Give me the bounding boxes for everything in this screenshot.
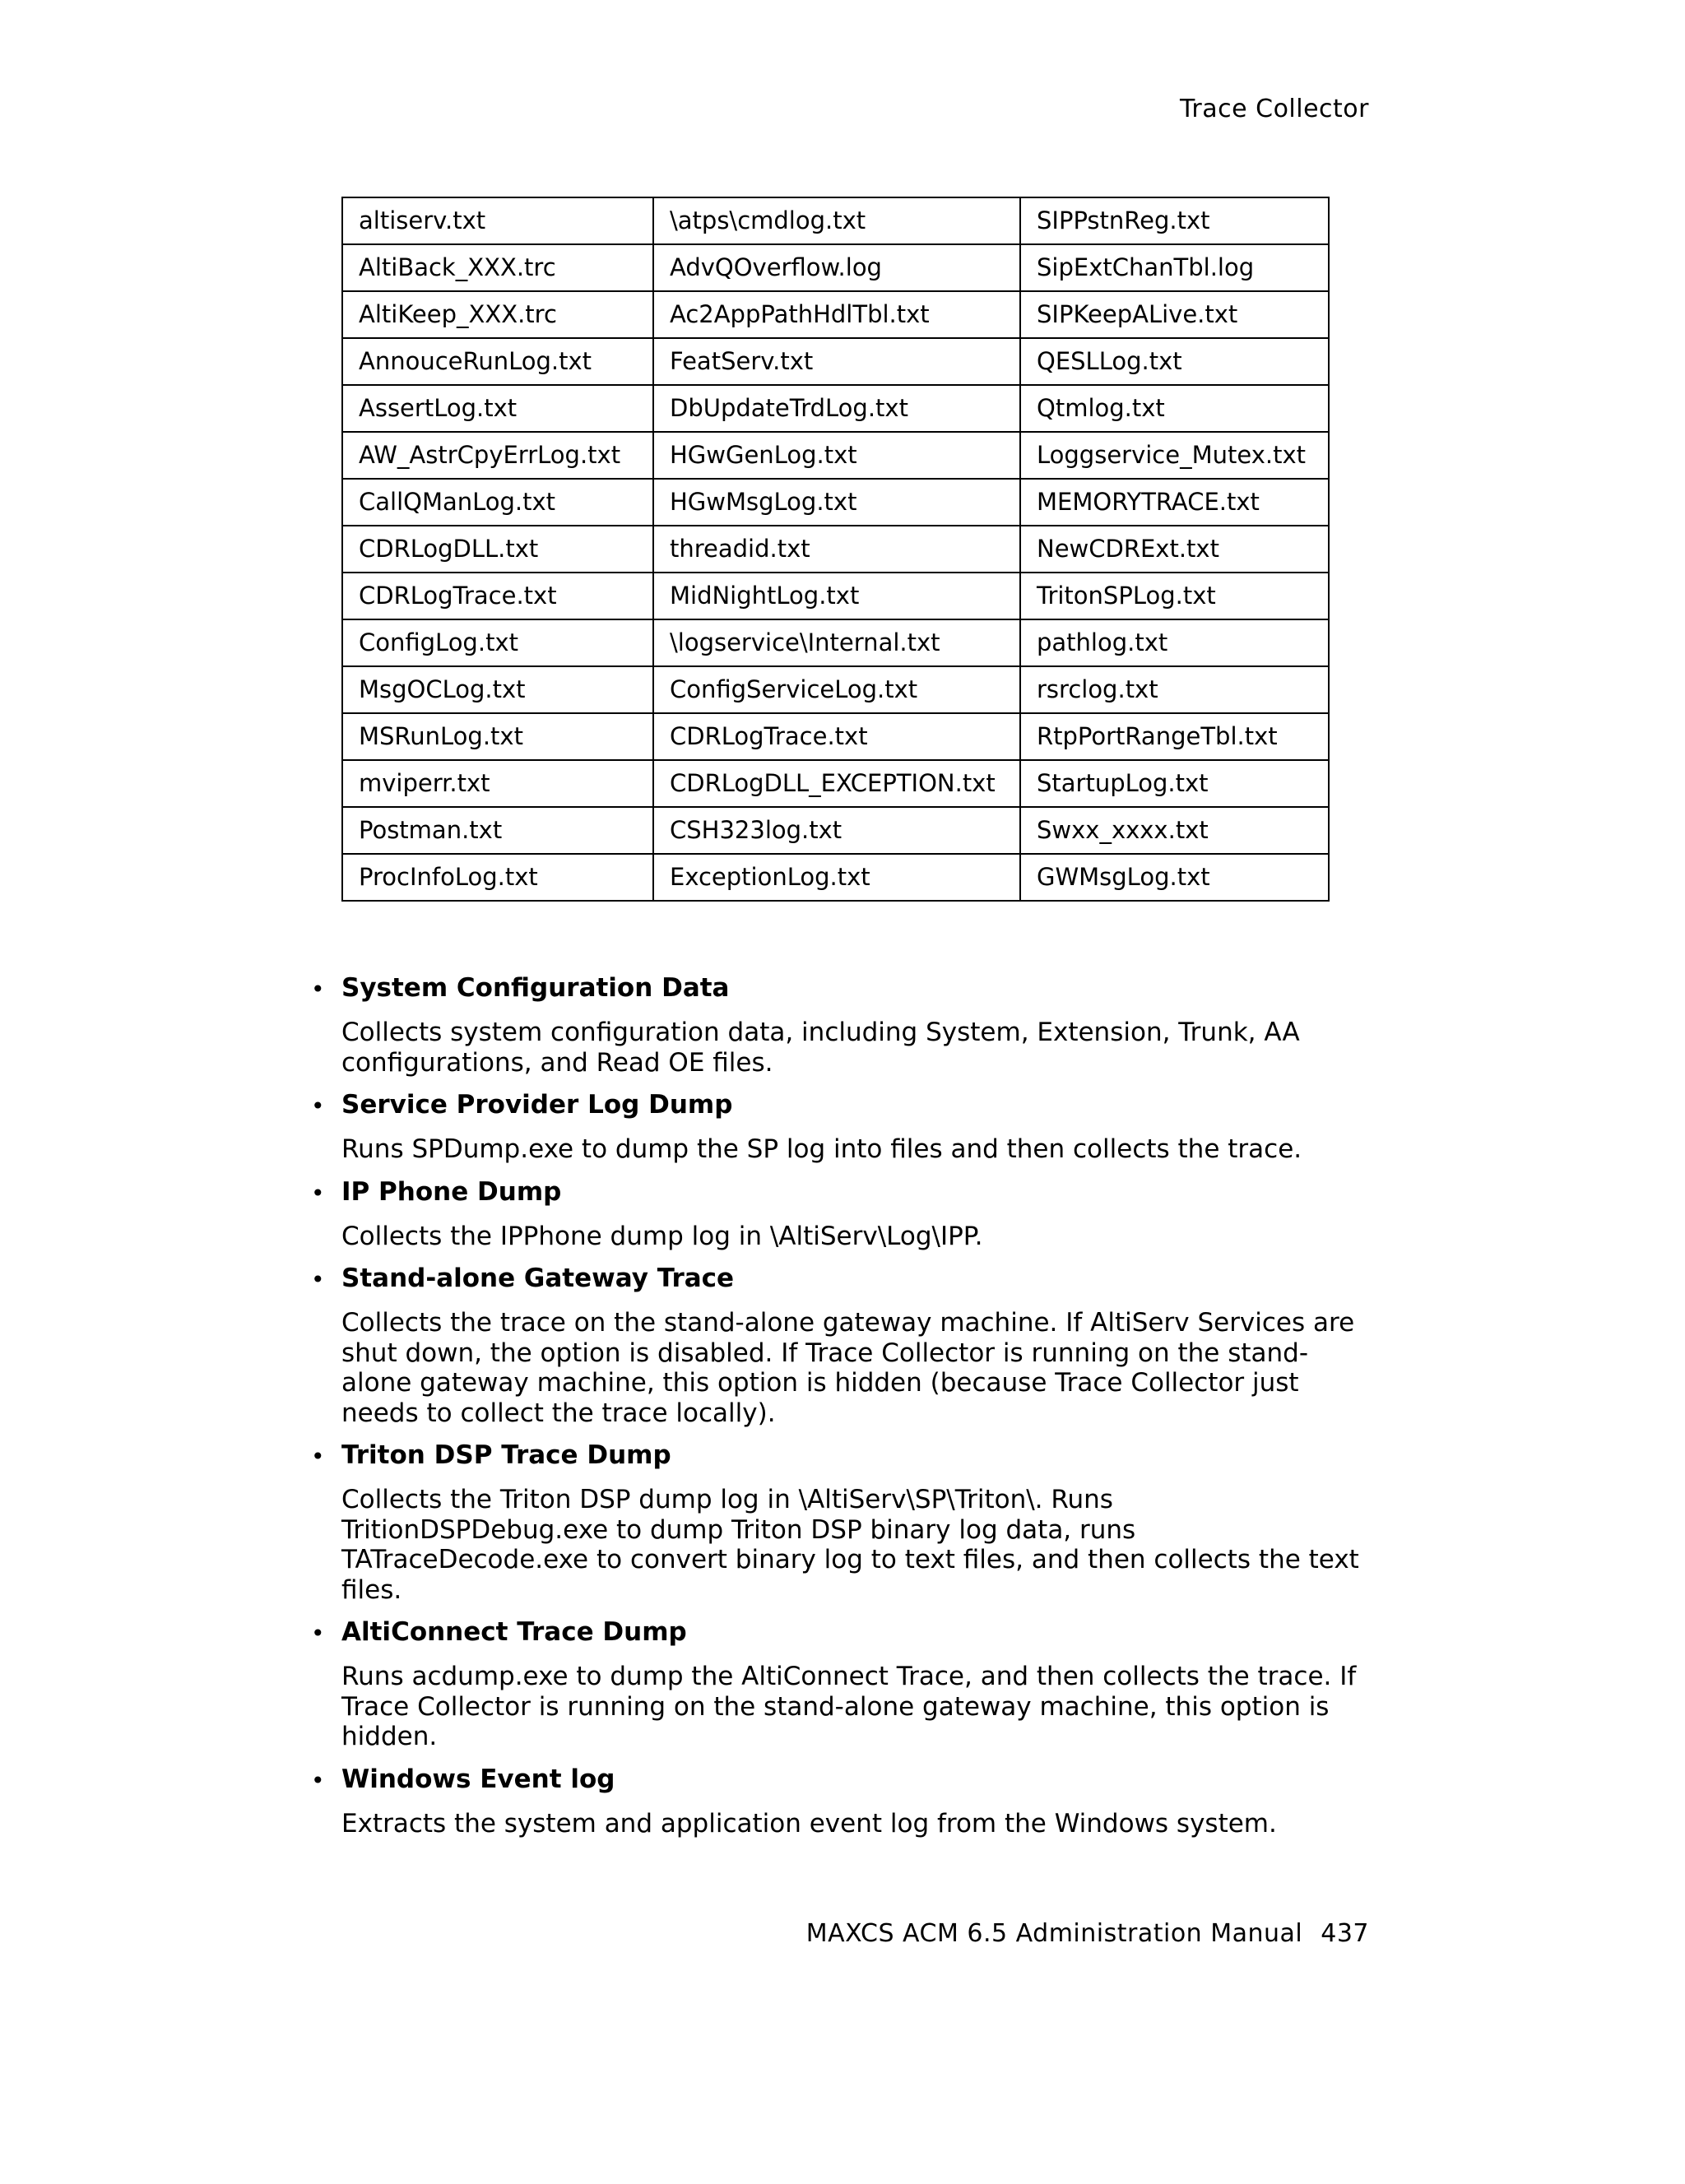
table-row	[342, 573, 1329, 619]
table-cell: CDRLogDLL.txt	[342, 526, 653, 573]
table-row	[342, 291, 1329, 338]
list-item	[311, 1090, 1378, 1165]
option-title: Triton DSP Trace Dump	[341, 1440, 671, 1470]
bullet-icon: •	[311, 1092, 325, 1120]
table-cell: SIPPstnReg.txt	[1020, 197, 1329, 244]
table-cell: ExceptionLog.txt	[653, 854, 1020, 901]
table-row	[342, 526, 1329, 573]
bullet-icon: •	[311, 1179, 325, 1207]
option-title: IP Phone Dump	[341, 1176, 562, 1207]
option-title: Service Provider Log Dump	[341, 1090, 733, 1120]
bullet-icon: •	[311, 1443, 325, 1470]
table-cell: Postman.txt	[342, 807, 653, 854]
table-row	[342, 385, 1329, 432]
table-row	[342, 854, 1329, 901]
table-row	[342, 807, 1329, 854]
table-row	[342, 338, 1329, 385]
option-title: Windows Event log	[341, 1764, 615, 1794]
bullet-icon: •	[311, 976, 325, 1003]
list-item	[311, 1176, 1378, 1252]
trace-file-table	[341, 197, 1330, 902]
list-item	[311, 1764, 1378, 1839]
table-cell: CDRLogTrace.txt	[342, 573, 653, 619]
table-cell: pathlog.txt	[1020, 619, 1329, 666]
table-row	[342, 760, 1329, 807]
table-row	[342, 713, 1329, 760]
table-cell: RtpPortRangeTbl.txt	[1020, 713, 1329, 760]
table-row	[342, 619, 1329, 666]
option-description: Collects the Triton DSP dump log in \AltiServ\SP\Triton\. Runs TritionDSPDebug.exe to dump Triton DSP binary log data, runs TATraceDecode.exe to convert binary log to text files, and then collects the text files.	[341, 1485, 1359, 1605]
table-cell: AltiKeep_XXX.trc	[342, 291, 653, 338]
option-title: Stand-alone Gateway Trace	[341, 1264, 735, 1293]
table-cell: Ac2AppPathHdlTbl.txt	[653, 291, 1020, 338]
option-description: Collects the trace on the stand-alone gateway machine. If AltiServ Services are shut down, the option is disabled. If Trace Collector is running on the stand-alone gateway machine, this option is hidden (because Trace Collector just needs to collect the trace locally).	[341, 1308, 1355, 1428]
table-cell: GWMsgLog.txt	[1020, 854, 1329, 901]
option-description: Runs acdump.exe to dump the AltiConnect Trace, and then collects the trace. If Trace Collector is running on the stand-alone gateway machine, this option is hidden.	[341, 1662, 1357, 1751]
table-cell: HGwMsgLog.txt	[653, 479, 1020, 526]
table-cell: CDRLogTrace.txt	[653, 713, 1020, 760]
table-cell: AnnouceRunLog.txt	[342, 338, 653, 385]
table-cell: CSH323log.txt	[653, 807, 1020, 854]
table-cell: MEMORYTRACE.txt	[1020, 479, 1329, 526]
table-row	[342, 244, 1329, 291]
bullet-icon: •	[311, 1266, 325, 1293]
table-cell: ConfigLog.txt	[342, 619, 653, 666]
table-row	[342, 197, 1329, 244]
table-cell: Qtmlog.txt	[1020, 385, 1329, 432]
table-cell: FeatServ.txt	[653, 338, 1020, 385]
table-cell: MidNightLog.txt	[653, 573, 1020, 619]
list-item	[311, 1264, 1378, 1428]
table-cell: AssertLog.txt	[342, 385, 653, 432]
table-cell: rsrclog.txt	[1020, 666, 1329, 713]
running-footer	[806, 1919, 1369, 1948]
table-cell: MsgOCLog.txt	[342, 666, 653, 713]
table-cell: mviperr.txt	[342, 760, 653, 807]
bullet-icon: •	[311, 1620, 325, 1647]
table-cell: CallQManLog.txt	[342, 479, 653, 526]
table-cell: MSRunLog.txt	[342, 713, 653, 760]
list-item	[311, 1617, 1378, 1752]
bullet-icon: •	[311, 1766, 325, 1794]
table-cell: AW_AstrCpyErrLog.txt	[342, 432, 653, 479]
table-cell: ConfigServiceLog.txt	[653, 666, 1020, 713]
list-item	[311, 973, 1378, 1078]
option-title: AltiConnect Trace Dump	[341, 1617, 687, 1647]
table-cell: QESLLog.txt	[1020, 338, 1329, 385]
table-cell: HGwGenLog.txt	[653, 432, 1020, 479]
table-cell: AdvQOverflow.log	[653, 244, 1020, 291]
trace-option-list	[311, 973, 1378, 1851]
table-row	[342, 432, 1329, 479]
table-cell: TritonSPLog.txt	[1020, 573, 1329, 619]
running-header: Trace Collector	[1180, 95, 1369, 123]
manual-title: MAXCS ACM 6.5 Administration Manual	[805, 1919, 1303, 1948]
option-title: System Configuration Data	[341, 973, 730, 1003]
list-item	[311, 1440, 1378, 1605]
option-description: Collects system configuration data, including System, Extension, Trunk, AA configurations, and Read OE files.	[341, 1018, 1300, 1078]
option-description: Collects the IPPhone dump log in \AltiServ\Log\IPP.	[341, 1221, 983, 1251]
table-cell: altiserv.txt	[342, 197, 653, 244]
table-cell: NewCDRExt.txt	[1020, 526, 1329, 573]
table-row	[342, 479, 1329, 526]
page-number: 437	[1321, 1919, 1369, 1948]
table-cell: SipExtChanTbl.log	[1020, 244, 1329, 291]
table-cell: Loggservice_Mutex.txt	[1020, 432, 1329, 479]
table-cell: ProcInfoLog.txt	[342, 854, 653, 901]
table-row	[342, 666, 1329, 713]
table-cell: DbUpdateTrdLog.txt	[653, 385, 1020, 432]
option-description: Runs SPDump.exe to dump the SP log into files and then collects the trace.	[341, 1134, 1302, 1164]
option-description: Extracts the system and application event log from the Windows system.	[341, 1808, 1277, 1839]
table-cell: CDRLogDLL_EXCEPTION.txt	[653, 760, 1020, 807]
table-cell: threadid.txt	[653, 526, 1020, 573]
table-cell: AltiBack_XXX.trc	[342, 244, 653, 291]
table-cell: SIPKeepALive.txt	[1020, 291, 1329, 338]
table-cell: \atps\cmdlog.txt	[653, 197, 1020, 244]
table-cell: Swxx_xxxx.txt	[1020, 807, 1329, 854]
table-cell: StartupLog.txt	[1020, 760, 1329, 807]
table-cell: \logservice\Internal.txt	[653, 619, 1020, 666]
